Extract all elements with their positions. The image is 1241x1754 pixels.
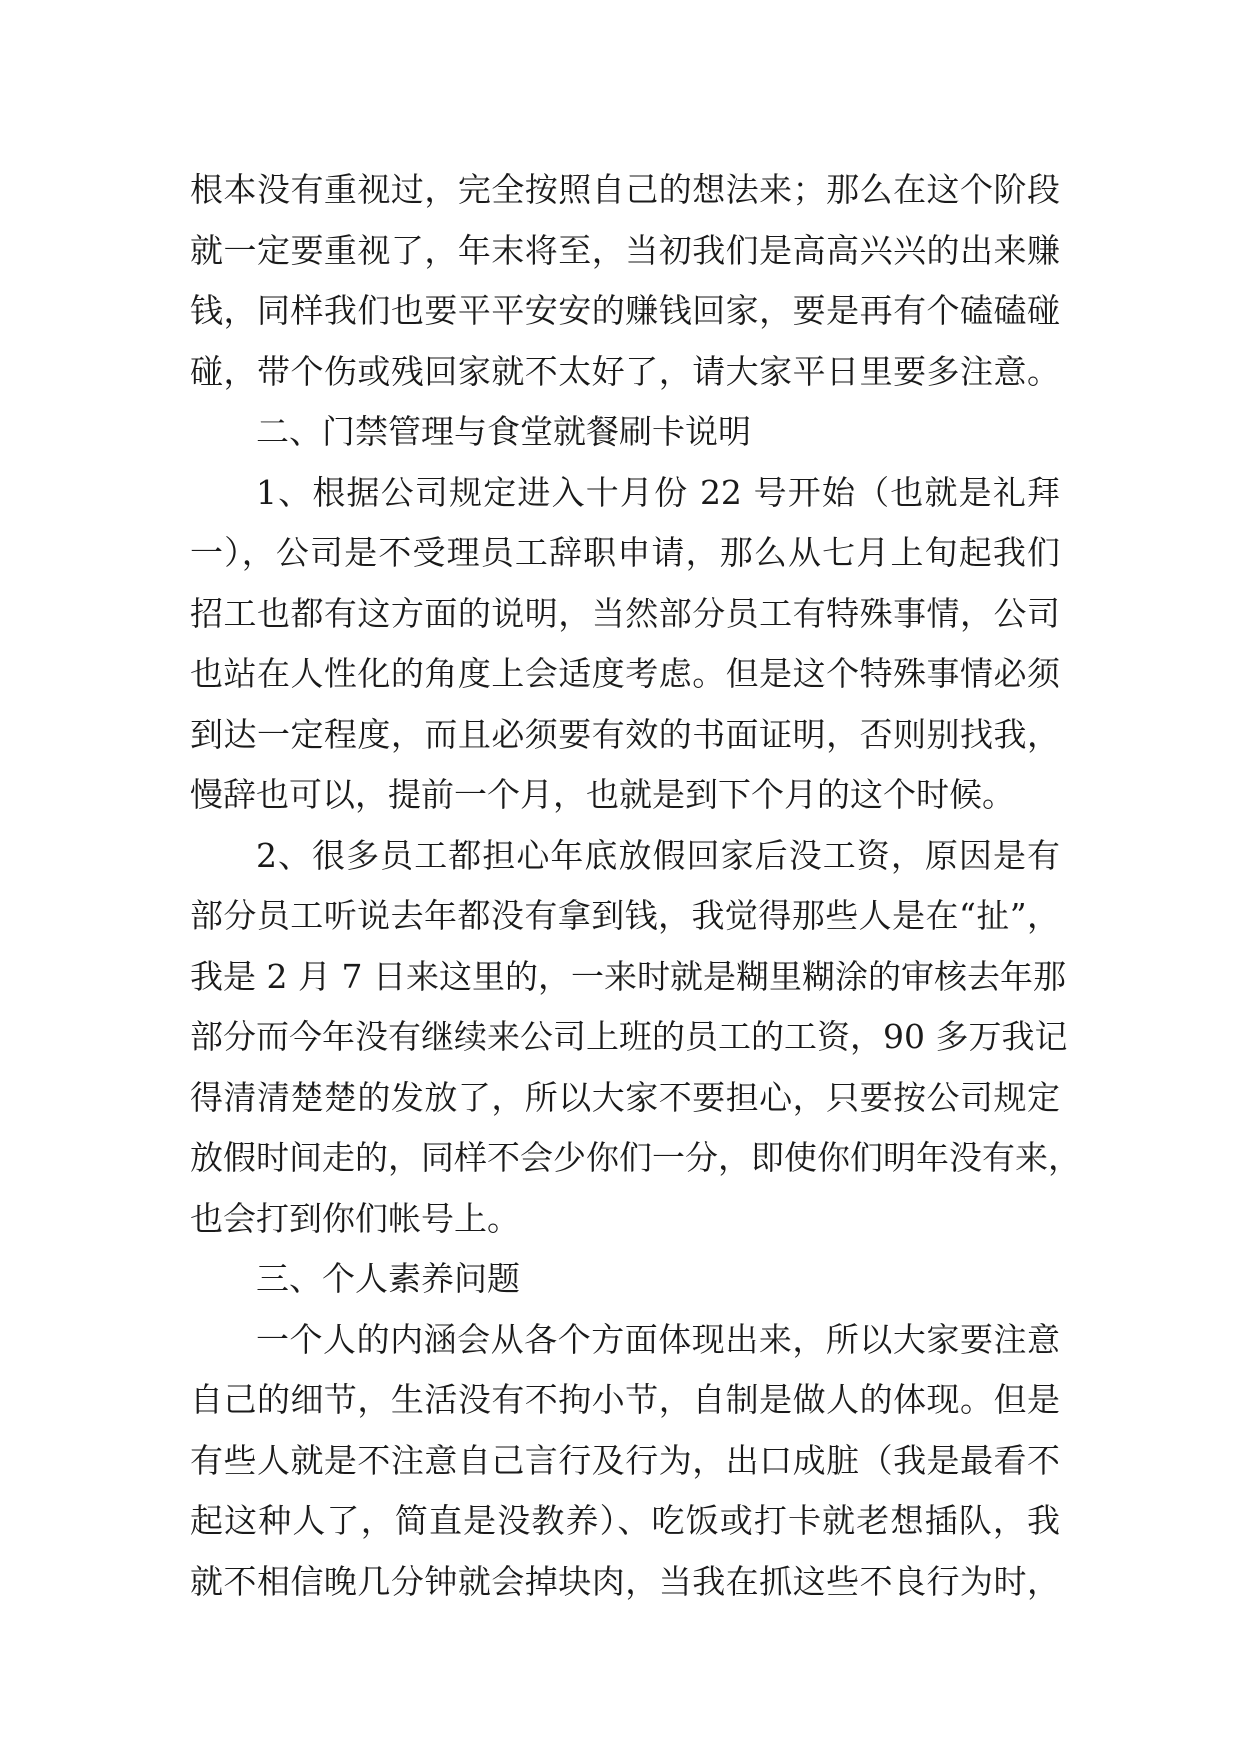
text-line: 根本没有重视过，完全按照自己的想法来；那么在这个阶段 xyxy=(190,170,1060,209)
text-line: 就一定要重视了，年末将至，当初我们是高高兴兴的出来赚 xyxy=(190,230,1060,270)
text-line: 自己的细节，生活没有不拘小节，自制是做人的体现。但是 xyxy=(190,1380,1060,1419)
text-line: 部分员工听说去年都没有拿到钱，我觉得那些人是在“扯”， xyxy=(190,896,1060,935)
text-line: 一个人的内涵会从各个方面体现出来，所以大家要注意 xyxy=(256,1319,1060,1359)
text-line: 也会打到你们帐号上。 xyxy=(190,1198,520,1238)
text-line: 一），公司是不受理员工辞职申请，那么从七月上旬起我们 xyxy=(190,533,1060,572)
text-line: 就不相信晚几分钟就会掉块肉，当我在抓这些不良行为时， xyxy=(190,1561,1060,1601)
text-line: 有些人就是不注意自己言行及行为，出口成脏（我是最看不 xyxy=(190,1440,1060,1480)
text-line: 得清清楚楚的发放了，所以大家不要担心，只要按公司规定 xyxy=(190,1077,1060,1117)
text-line: 到达一定程度，而且必须要有效的书面证明，否则别找我， xyxy=(190,714,1060,754)
text-line: 2、很多员工都担心年底放假回家后没工资，原因是有 xyxy=(256,835,1060,875)
text-line: 慢辞也可以，提前一个月，也就是到下个月的这个时候。 xyxy=(190,775,1015,814)
document-body xyxy=(190,160,1081,1612)
text-line: 招工也都有这方面的说明，当然部分员工有特殊事情，公司 xyxy=(190,593,1060,633)
text-line: 1、根据公司规定进入十月份 22 号开始（也就是礼拜 xyxy=(256,472,1060,512)
text-line: 碰，带个伤或残回家就不太好了，请大家平日里要多注意。 xyxy=(190,351,1060,391)
text-line: 我是 2 月 7 日来这里的，一来时就是糊里糊涂的审核去年那 xyxy=(190,956,1066,996)
text-line: 部分而今年没有继续来公司上班的员工的工资，90 多万我记 xyxy=(190,1017,1068,1056)
text-line: 钱，同样我们也要平平安安的赚钱回家，要是再有个磕磕碰 xyxy=(190,291,1060,330)
text-line: 放假时间走的，同样不会少你们一分，即使你们明年没有来， xyxy=(190,1138,1081,1177)
section-heading: 二、门禁管理与食堂就餐刷卡说明 xyxy=(256,412,751,451)
text-line: 也站在人性化的角度上会适度考虑。但是这个特殊事情必须 xyxy=(190,654,1060,693)
text-line: 起这种人了，简直是没教养）、吃饭或打卡就老想插队，我 xyxy=(190,1501,1060,1540)
section-heading: 三、个人素养问题 xyxy=(256,1259,520,1298)
